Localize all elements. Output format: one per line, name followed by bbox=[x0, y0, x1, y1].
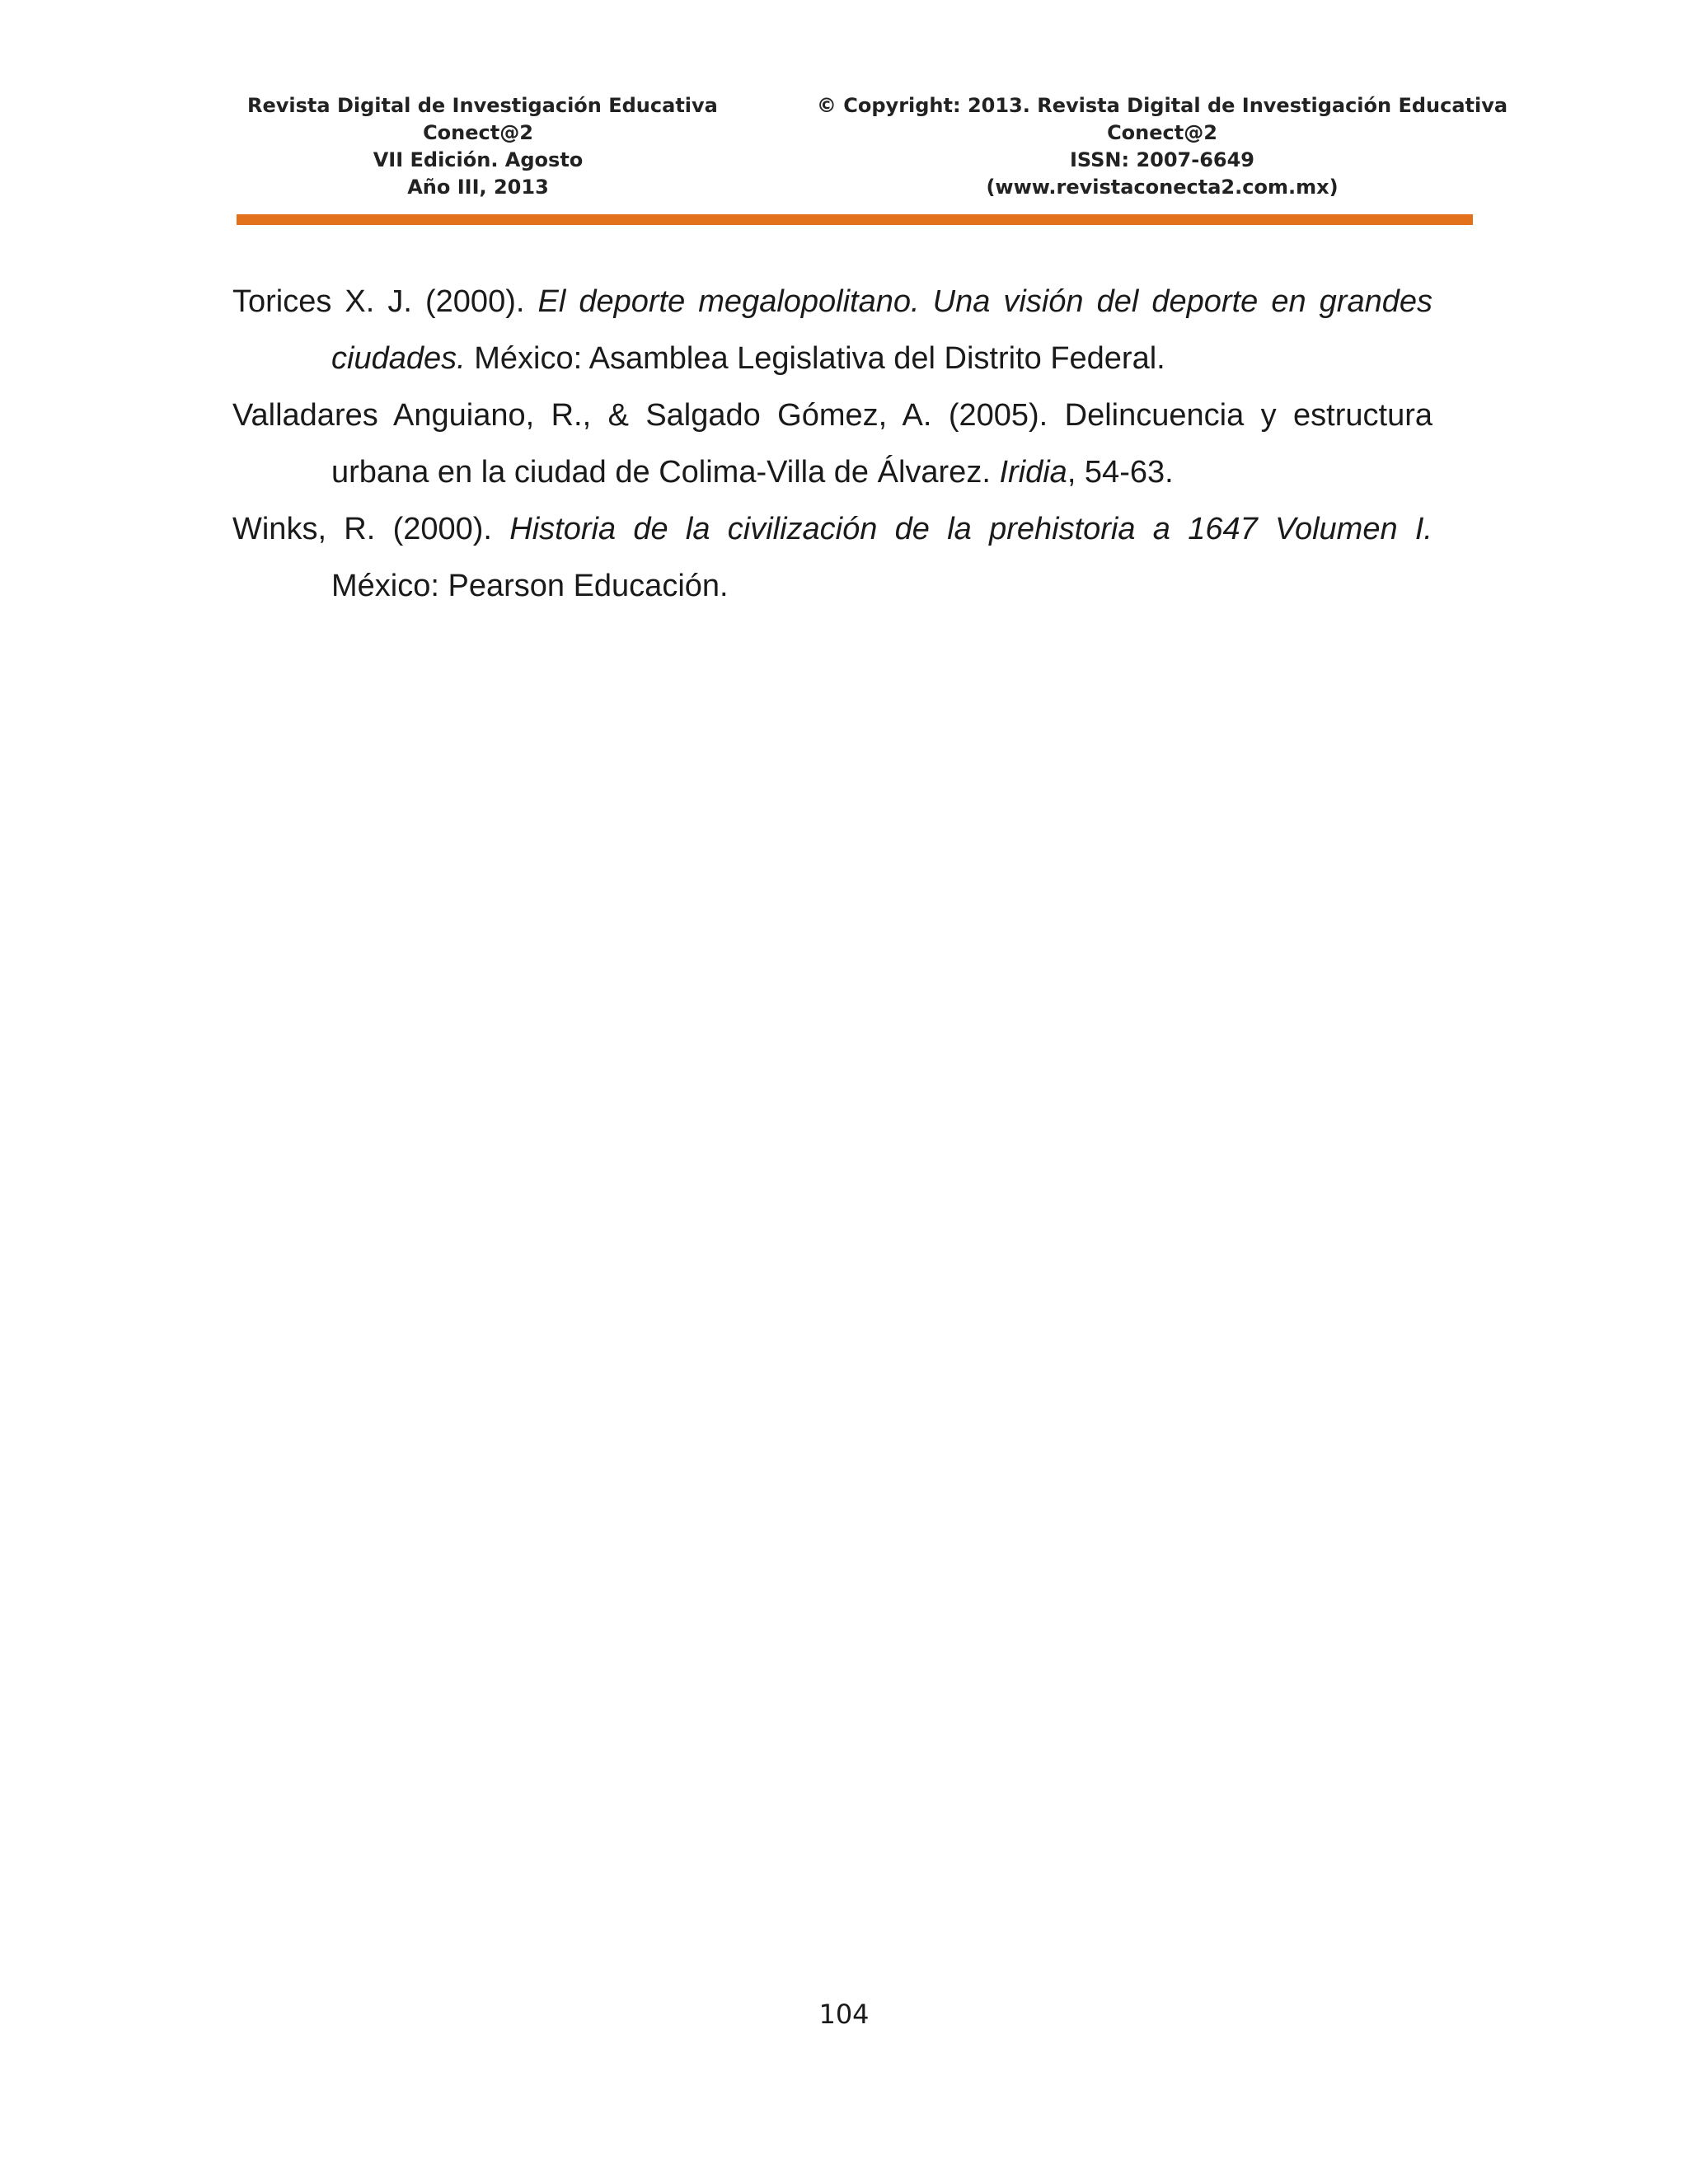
header-journal-info bbox=[247, 92, 718, 201]
reference-title: El deporte megalopolitano. Una visión del deporte en grandes ciudades. bbox=[331, 284, 1432, 376]
header-copyright-short: Conect@2 bbox=[1107, 121, 1217, 144]
header-issn: ISSN: 2007-6649 bbox=[1069, 148, 1254, 171]
page-number: 104 bbox=[818, 1999, 870, 2030]
reference-authors: Winks, R. (2000). bbox=[232, 512, 510, 546]
reference-pages: , 54-63. bbox=[1067, 455, 1174, 490]
reference-entry bbox=[232, 274, 1432, 387]
header-journal-short: Conect@2 bbox=[423, 121, 533, 144]
reference-publisher: México: Asamblea Legislativa del Distrito Federal. bbox=[465, 341, 1165, 376]
reference-journal: Iridia bbox=[999, 455, 1067, 490]
header-journal-name: Revista Digital de Investigación Educativa bbox=[247, 94, 718, 117]
header-copyright: © Copyright: 2013. Revista Digital de Investigación Educativa bbox=[816, 94, 1508, 117]
reference-title: Historia de la civilización de la prehistoria a 1647 Volumen I. bbox=[509, 512, 1432, 546]
header-year: Año III, 2013 bbox=[407, 176, 549, 199]
header-edition: VII Edición. Agosto bbox=[373, 148, 584, 171]
reference-authors: Torices X. J. (2000). bbox=[232, 284, 538, 319]
header-copyright-info bbox=[816, 92, 1508, 201]
reference-entry bbox=[232, 387, 1432, 501]
reference-citation: Valladares Anguiano, R., & Salgado Gómez, A. (2005). Delincuencia y estructura urbana en la ciudad de Colima-Villa de Álvarez. bbox=[232, 398, 1432, 490]
reference-entry bbox=[232, 501, 1432, 615]
reference-publisher: México: Pearson Educación. bbox=[331, 569, 729, 603]
header-website: (www.revistaconecta2.com.mx) bbox=[986, 176, 1339, 199]
header-divider bbox=[237, 214, 1473, 225]
reference-list bbox=[232, 274, 1432, 615]
